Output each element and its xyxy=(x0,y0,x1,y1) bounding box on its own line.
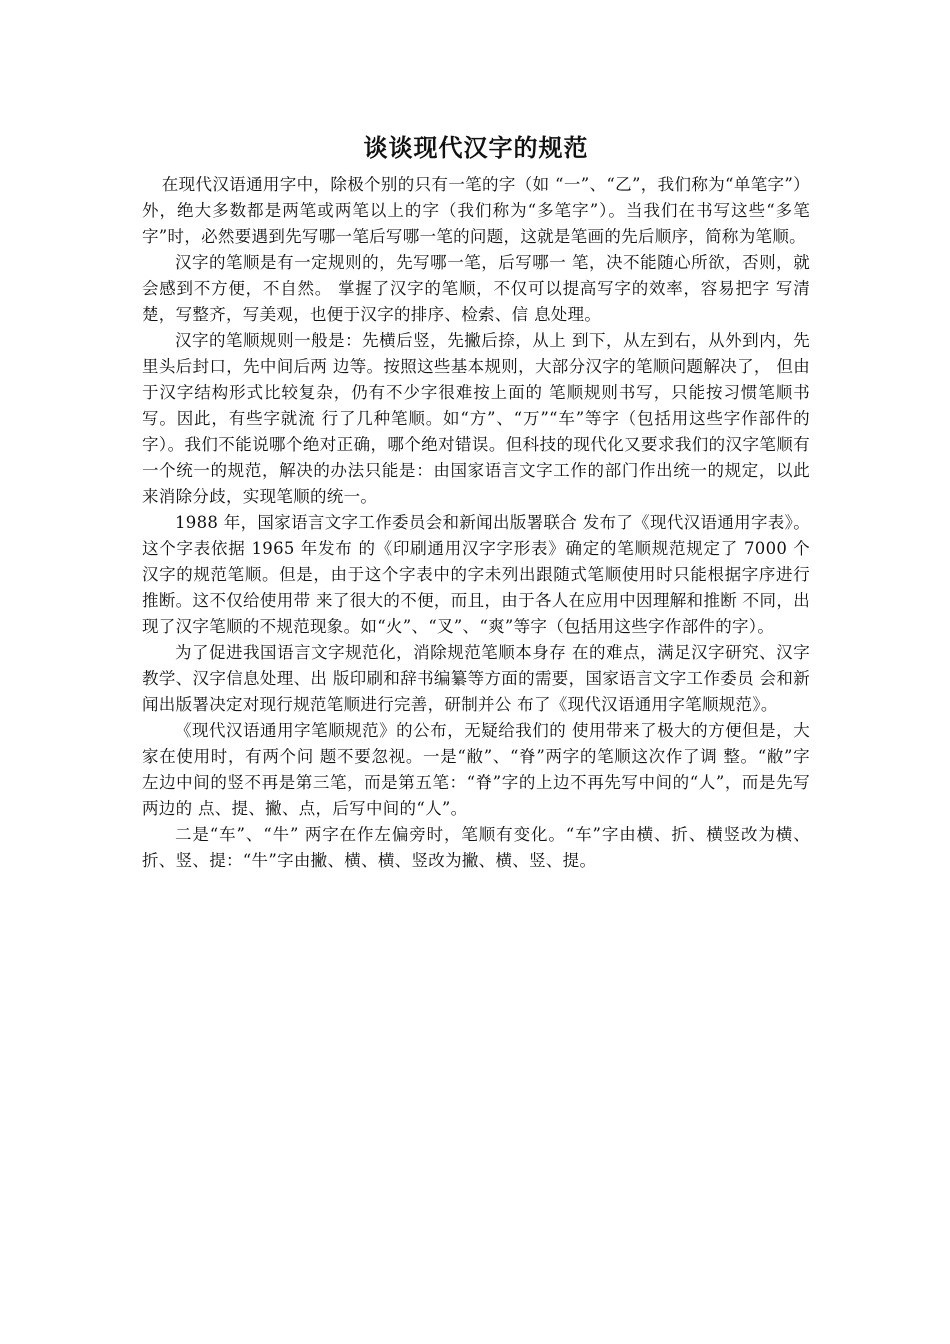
paragraph-3: 汉字的笔顺规则一般是：先横后竖，先撇后捺，从上 到下，从左到右，从外到内，先里头后封口，先中间后两 边等。按照这些基本规则，大部分汉字的笔顺问题解决了， 但由于汉字结构形式比较复杂，仍有不少字很难按上面的 笔顺规则书写，只能按习惯笔顺书写。因此，有些字就流 行了几种笔顺。如“方”、“万”“车”等字（包括用这些字作部件的字）。我们不能说哪个绝对正确，哪个绝对错误。但科技的现代化又要求我们的汉字笔顺有一个统一的规范，解决的办法只能是：由国家语言文字工作的部门作出统一的规定，以此来消除分歧，实现笔顺的统一。 xyxy=(142,331,810,506)
document-page xyxy=(142,128,810,874)
paragraph-6: 《现代汉语通用字笔顺规范》的公布，无疑给我们的 使用带来了极大的方便但是，大家在使用时，有两个问 题不要忽视。一是“敝”、“脊”两字的笔顺这次作了调 整。“敝”字左边中间的竖不再是第三笔，而是第五笔：“脊”字的上边不再先写中间的“人”，而是先写两边的 点、提、撇、点，后写中间的“人”。 xyxy=(142,721,810,818)
paragraph-4: 1988 年，国家语言文字工作委员会和新闻出版署联合 发布了《现代汉语通用字表》。这个字表依据 1965 年发布 的《印刷通用汉字字形表》确定的笔顺规范规定了 7000 个 汉字的规范笔顺。但是，由于这个字表中的字未列出跟随式笔顺使用时只能根据字序进行推断。这不仅给使用带 来了很大的不便，而且，由于各人在应用中因理解和推断 不同，出现了汉字笔顺的不规范现象。如“火”、“叉”、“爽”等字（包括用这些字作部件的字）。 xyxy=(142,513,810,636)
paragraph-1: 在现代汉语通用字中，除极个别的只有一笔的字（如 “一”、“乙”，我们称为“单笔字”）外，绝大多数都是两笔或两笔以上的字（我们称为“多笔字”）。当我们在书写这些“多笔字”时，必然要遇到先写哪一笔后写哪一笔的问题，这就是笔画的先后顺序，简称为笔顺。 xyxy=(142,175,810,246)
paragraph-7: 二是“车”、“牛” 两字在作左偏旁时，笔顺有变化。“车”字由横、折、横竖改为横、折、竖、提：“牛”字由撇、横、横、竖改为撇、横、竖、提。 xyxy=(142,825,810,870)
paragraph-5: 为了促进我国语言文字规范化，消除规范笔顺本身存 在的难点，满足汉字研究、汉字教学、汉字信息处理、出 版印刷和辞书编纂等方面的需要，国家语言文字工作委员 会和新闻出版署决定对现行规范笔顺进行完善，研制并公 布了《现代汉语通用字笔顺规范》。 xyxy=(142,643,810,714)
document-title: 谈谈现代汉字的规范 xyxy=(363,134,589,162)
paragraph-2: 汉字的笔顺是有一定规则的，先写哪一笔，后写哪一 笔，决不能随心所欲，否则，就会感到不方便，不自然。 掌握了汉字的笔顺，不仅可以提高写字的效率，容易把字 写清楚，写整齐，写美观，也便于汉字的排序、检索、信 息处理。 xyxy=(142,253,810,324)
